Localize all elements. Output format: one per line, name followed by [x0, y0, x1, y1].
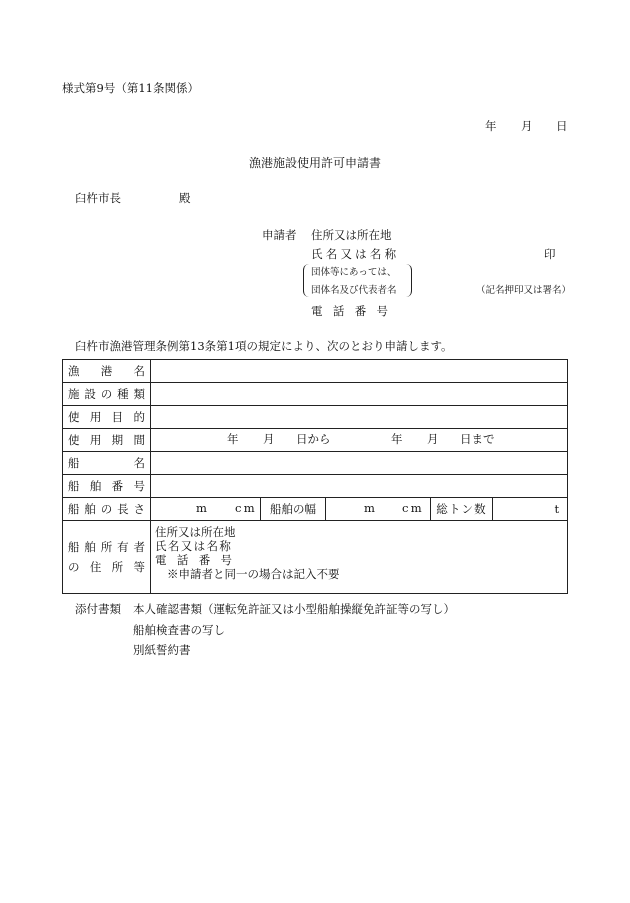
applicant-label: 申請者	[262, 228, 297, 242]
label-ship-name: 船名	[63, 452, 151, 475]
sign-note: （記名押印又は署名）	[476, 285, 572, 296]
width-unit-cm: cm	[402, 501, 424, 515]
width-unit-m: m	[364, 501, 375, 515]
label-purpose: 使用目的	[63, 406, 151, 429]
table-row-period	[63, 429, 568, 452]
owner-address-label: 住所又は所在地	[155, 525, 236, 539]
form-number: 様式第9号（第11条関係）	[62, 81, 199, 95]
length-unit-cm: cm	[235, 501, 257, 515]
label-facility-type: 施設の種類	[63, 383, 151, 406]
applicant-phone-label: 電話番号	[311, 304, 399, 318]
table-row-ship-name	[63, 452, 568, 475]
field-owner[interactable]	[151, 521, 568, 594]
label-ship-width: 船舶の幅	[261, 498, 326, 521]
field-ship-number[interactable]	[151, 475, 568, 498]
addressee-honorific: 殿	[179, 191, 191, 205]
attachment-item: 本人確認書類（運転免許証又は小型船舶操縦免許証等の写し）	[133, 602, 455, 616]
owner-note: ※申請者と同一の場合は記入不要	[167, 567, 340, 581]
table-row-ship-size	[63, 498, 568, 521]
table-row-owner	[63, 521, 568, 594]
addressee-name: 臼杵市長	[75, 191, 121, 205]
field-ship-length[interactable]	[151, 498, 261, 521]
table-row-purpose	[63, 406, 568, 429]
table-row-ship-number	[63, 475, 568, 498]
group-note-line1: 団体等にあっては、	[311, 267, 397, 278]
label-period: 使用期間	[63, 429, 151, 452]
attachment-item: 別紙誓約書	[133, 643, 191, 657]
label-owner-line1: 船舶所有者	[68, 540, 145, 554]
label-owner	[63, 521, 151, 594]
field-period[interactable]	[151, 429, 568, 452]
field-purpose[interactable]	[151, 406, 568, 429]
attachment-item: 船舶検査書の写し	[133, 623, 225, 637]
field-facility-type[interactable]	[151, 383, 568, 406]
period-from-month: 月	[263, 432, 275, 446]
owner-phone-label: 電話番号	[155, 553, 243, 567]
application-table	[62, 359, 568, 594]
tonnage-unit: t	[554, 502, 560, 516]
length-unit-m: m	[196, 501, 207, 515]
label-port: 漁港名	[63, 360, 151, 383]
attachments-label: 添付書類	[75, 602, 121, 616]
label-owner-line2: の住所等	[68, 560, 145, 574]
field-port[interactable]	[151, 360, 568, 383]
field-ship-name[interactable]	[151, 452, 568, 475]
group-note-line2: 団体名及び代表者名	[311, 285, 397, 296]
intro-text: 臼杵市漁港管理条例第13条第1項の規定により、次のとおり申請します。	[75, 339, 453, 353]
date-month: 月	[521, 119, 533, 133]
period-to-day: 日まで	[460, 432, 495, 446]
label-ship-number: 船舶番号	[63, 475, 151, 498]
owner-name-label: 氏名又は名称	[155, 539, 233, 553]
date-year: 年	[485, 119, 497, 133]
period-to-year: 年	[391, 432, 403, 446]
period-from-year: 年	[227, 432, 239, 446]
period-from-day: 日から	[296, 432, 331, 446]
applicant-address-label: 住所又は所在地	[311, 228, 392, 242]
document-title: 漁港施設使用許可申請書	[249, 156, 382, 170]
field-ship-width[interactable]	[326, 498, 431, 521]
label-ship-length: 船舶の長さ	[63, 498, 151, 521]
applicant-name-label: 氏名又は名称	[311, 247, 400, 261]
field-tonnage[interactable]	[493, 498, 568, 521]
label-tonnage: 総トン数	[431, 498, 493, 521]
table-row-facility	[63, 383, 568, 406]
table-row-port	[63, 360, 568, 383]
date-day: 日	[556, 119, 568, 133]
period-to-month: 月	[427, 432, 439, 446]
seal-mark: 印	[544, 247, 556, 261]
